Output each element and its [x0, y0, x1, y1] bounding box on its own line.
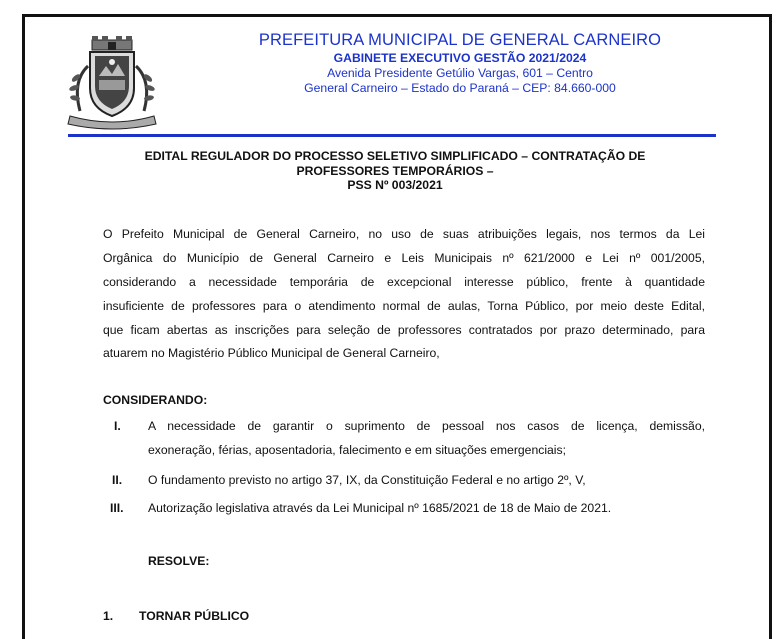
item-line: exoneração, férias, aposentadoria, falecimento e em situações emergenciais;: [148, 442, 566, 457]
section-number: 1.: [103, 609, 114, 623]
item-line: O fundamento previsto no artigo 37, IX, da Constituição Federal e no artigo 2º, V,: [148, 473, 586, 487]
section-title: TORNAR PÚBLICO: [139, 609, 250, 623]
intro-paragraph: [103, 223, 705, 366]
municipal-coat-of-arms-icon: [62, 36, 162, 132]
document-title: [100, 149, 690, 193]
paragraph-line: Orgânica do Município de General Carneiro e Leis Municipais nº 621/2000 e Lei nº 001/2005,: [103, 250, 705, 265]
paragraph-line: que ficam abertas as inscrições para seleção de professores contratados por prazo determinado, para: [103, 322, 705, 337]
item-number: III.: [110, 501, 124, 515]
letterhead-cabinet: GABINETE EXECUTIVO GESTÃO 2021/2024: [333, 51, 587, 65]
item-number: II.: [112, 473, 123, 487]
page-border-left: [22, 14, 25, 639]
header-divider: [68, 134, 716, 137]
paragraph-line: O Prefeito Municipal de General Carneiro, no uso de suas atribuições legais, nos termos da Lei: [103, 227, 705, 241]
paragraph-line: insuficiente de professores para o atendimento normal de aulas, Torna Público, por meio deste Edital,: [103, 298, 705, 313]
letterhead: [250, 31, 670, 96]
page-border-right: [769, 14, 772, 639]
page-border-top: [22, 14, 772, 17]
resolve-heading: RESOLVE:: [148, 554, 210, 568]
item-number: I.: [114, 419, 121, 433]
title-line: EDITAL REGULADOR DO PROCESSO SELETIVO SIMPLIFICADO – CONTRATAÇÃO DE: [144, 149, 646, 163]
letterhead-address: Avenida Presidente Getúlio Vargas, 601 – Centro: [327, 66, 593, 80]
title-line: PROFESSORES TEMPORÁRIOS –: [296, 163, 494, 178]
paragraph-line: atuarem no Magistério Público Municipal de General Carneiro,: [103, 346, 440, 361]
letterhead-city-state: General Carneiro – Estado do Paraná – CEP: 84.660-000: [304, 81, 616, 95]
paragraph-line: considerando a necessidade temporária de excepcional interesse público, frente à quantidade: [103, 274, 705, 289]
item-line: Autorização legislativa através da Lei Municipal nº 1685/2021 de 18 de Maio de 2021.: [148, 501, 612, 515]
letterhead-city-hall: PREFEITURA MUNICIPAL DE GENERAL CARNEIRO: [258, 31, 662, 49]
title-line: PSS Nº 003/2021: [347, 178, 443, 192]
item-line: A necessidade de garantir o suprimento de pessoal nos casos de licença, demissão,: [148, 419, 705, 433]
considering-heading: CONSIDERANDO:: [103, 393, 208, 407]
